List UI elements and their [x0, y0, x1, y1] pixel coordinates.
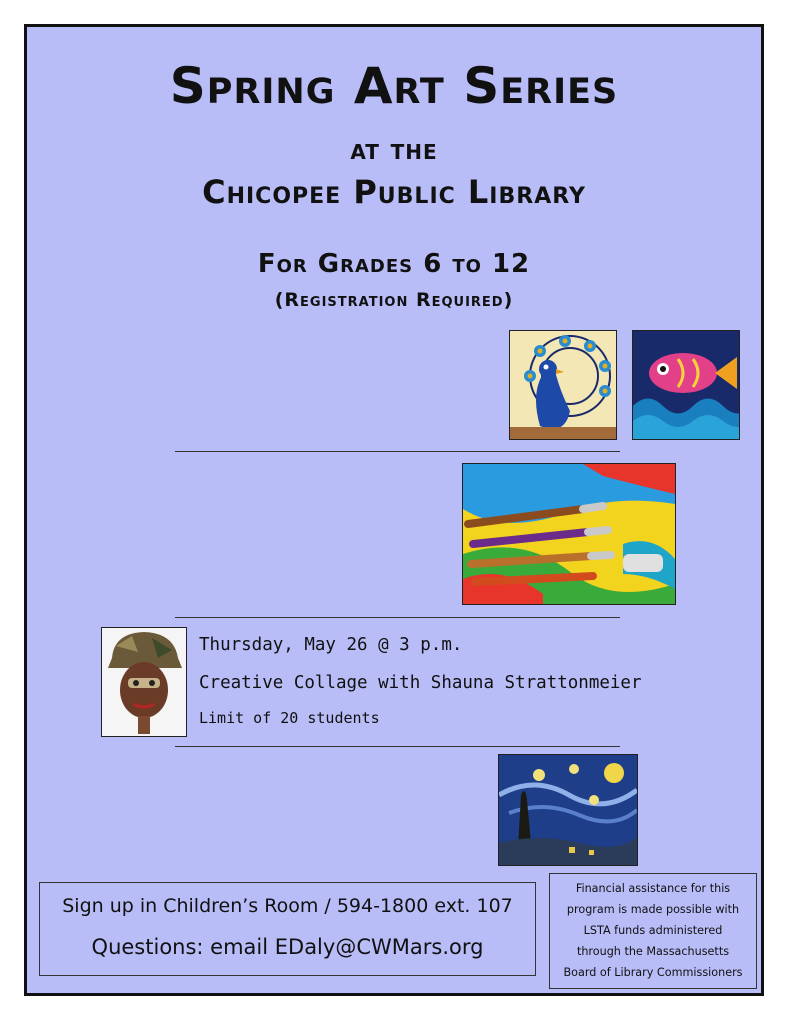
event-3-date: Thursday, May 26 @ 3 p.m.: [199, 635, 463, 655]
funding-line-5: Board of Library Commissioners: [563, 966, 743, 979]
funding-line-3: LSTA funds administered: [583, 924, 723, 937]
funding-notice: [549, 873, 757, 989]
flyer-subtitle-library: Chicopee Public Library: [202, 173, 586, 211]
peacock-painting-image: [509, 330, 617, 440]
funding-line-2: program is made possible with: [566, 903, 740, 916]
paintbrushes-palette-image: [462, 463, 676, 605]
fish-painting-image: [632, 330, 740, 440]
flyer-subtitle-at-the: at the: [350, 133, 438, 166]
starry-night-image: [498, 754, 638, 866]
divider-2: [175, 617, 620, 618]
divider-3: [175, 746, 620, 747]
signup-box: [39, 882, 536, 976]
funding-line-1: Financial assistance for this: [575, 882, 731, 895]
flyer-title: Spring Art Series: [169, 57, 619, 115]
event-3-description: Creative Collage with Shauna Strattonmeier: [199, 673, 642, 693]
event-3-limit: Limit of 20 students: [199, 709, 380, 727]
registration-note: (Registration Required): [274, 289, 514, 311]
funding-line-4: through the Massachusetts: [576, 945, 730, 958]
event-flyer: [24, 24, 764, 996]
grades-heading: For Grades 6 to 12: [257, 249, 531, 279]
divider-1: [175, 451, 620, 452]
signup-text: Sign up in Children’s Room / 594-1800 ext. 107: [62, 895, 513, 917]
collage-face-image: [101, 627, 187, 737]
questions-text: Questions: email EDaly@CWMars.org: [91, 935, 484, 959]
